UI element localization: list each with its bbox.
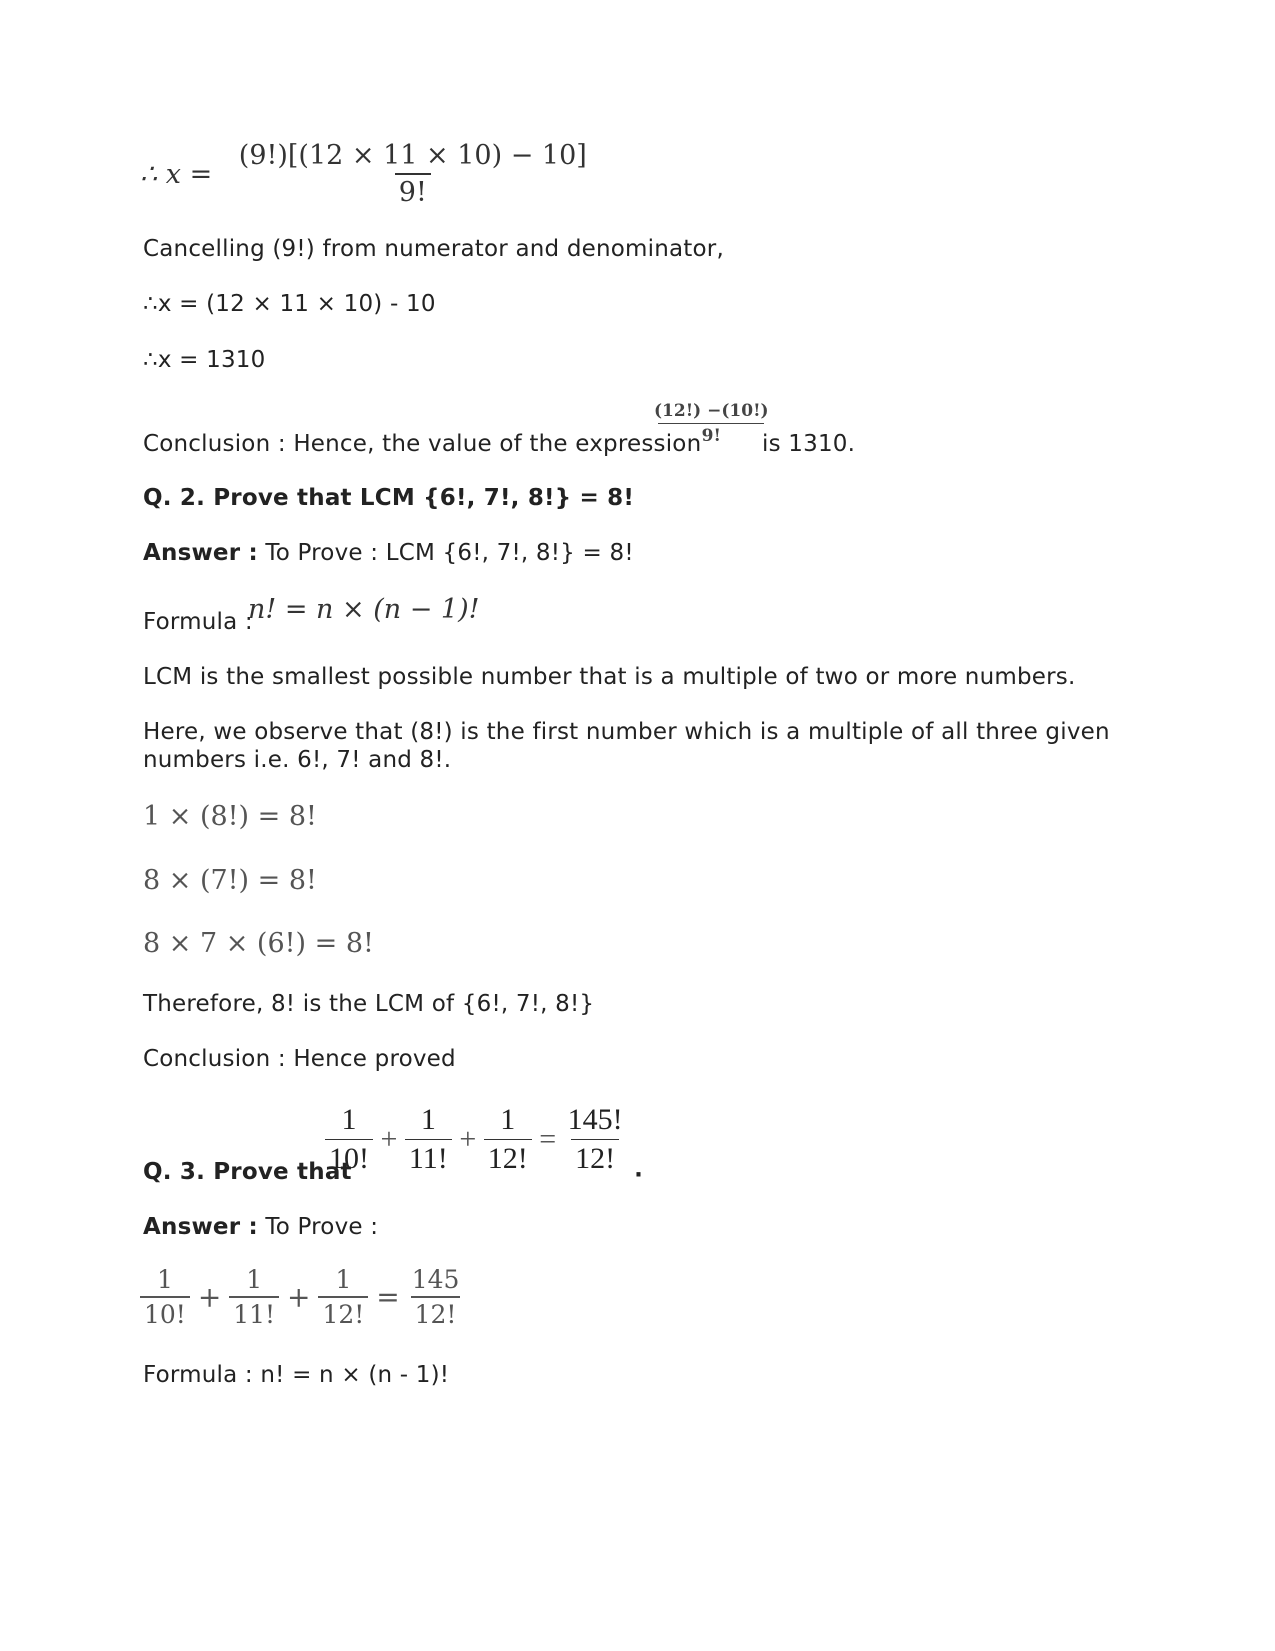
question-3-title: Q. 3. Prove that	[143, 1159, 352, 1185]
question-2-formula-label: Formula :	[143, 609, 253, 635]
answer-text: To Prove : LCM {6!, 7!, 8!} = 8!	[257, 540, 634, 566]
question-3-answer	[143, 1214, 378, 1240]
prove-plus-2: +	[287, 1280, 311, 1314]
lcm-equation-1: 1 × (8!) = 8!	[143, 801, 317, 832]
x-expression-text: ∴x = (12 × 11 × 10) - 10	[143, 291, 436, 317]
question-2-answer	[143, 540, 634, 566]
answer-label: Answer :	[143, 1214, 258, 1240]
answer-text: To Prove :	[257, 1214, 379, 1240]
conclusion-fraction-denominator: 9!	[658, 423, 764, 446]
conclusion-fraction-numerator: (12!) −(10!)	[654, 401, 769, 421]
conclusion-value-text: is 1310.	[762, 431, 856, 457]
equation-numerator: (9!)[(12 × 11 × 10) − 10]	[238, 140, 587, 171]
question-3-statement	[325, 1103, 643, 1182]
prove-fraction-1-numerator: 1	[156, 1265, 173, 1294]
equation-x-fraction	[140, 140, 591, 208]
stmt-period: .	[634, 1156, 643, 1183]
prove-equals: =	[376, 1280, 400, 1314]
question-2-title: Q. 2. Prove that LCM {6!, 7!, 8!} = 8!	[143, 485, 635, 511]
equation-fraction	[235, 140, 591, 208]
stmt-fraction-3-denominator: 12!	[484, 1139, 532, 1176]
prove-plus-1: +	[197, 1280, 222, 1314]
lcm-equation-3: 8 × 7 × (6!) = 8!	[143, 928, 374, 959]
question-3-formula: Formula : n! = n × (n - 1)!	[143, 1362, 450, 1388]
stmt-plus-1: +	[380, 1122, 398, 1156]
stmt-fraction-3-numerator: 1	[500, 1103, 516, 1136]
equation-prefix: ∴ x =	[140, 158, 213, 190]
question-2-formula-math: n! = n × (n − 1)!	[248, 594, 480, 625]
therefore-text: Therefore, 8! is the LCM of {6!, 7!, 8!}	[143, 991, 595, 1017]
answer-label: Answer :	[143, 540, 258, 566]
stmt-rhs-numerator: 145!	[567, 1103, 623, 1136]
prove-fraction-3-numerator: 1	[335, 1265, 352, 1294]
hence-proved-text: Conclusion : Hence proved	[143, 1046, 456, 1072]
prove-fraction-2-denominator: 11!	[229, 1296, 279, 1329]
stmt-fraction-1-denominator: 10!	[325, 1139, 373, 1176]
prove-fraction-1-denominator: 10!	[140, 1296, 190, 1329]
observe-text-line-1: Here, we observe that (8!) is the first number which is a multiple of all three given	[143, 719, 1110, 745]
observe-text-line-2: numbers i.e. 6!, 7! and 8!.	[143, 747, 452, 773]
prove-fraction-2-numerator: 1	[246, 1265, 263, 1294]
equation-denominator: 9!	[395, 173, 431, 208]
prove-rhs-denominator: 12!	[411, 1296, 461, 1329]
stmt-equals: =	[539, 1122, 557, 1156]
stmt-fraction-2-denominator: 11!	[405, 1139, 452, 1176]
stmt-fraction-2-numerator: 1	[420, 1103, 436, 1136]
lcm-equation-2: 8 × (7!) = 8!	[143, 865, 317, 896]
prove-fraction-3-denominator: 12!	[318, 1296, 368, 1329]
lcm-definition-text: LCM is the smallest possible number that is a multiple of two or more numbers.	[143, 664, 1076, 690]
cancel-text: Cancelling (9!) from numerator and denominator,	[143, 236, 724, 262]
stmt-plus-2: +	[459, 1122, 477, 1156]
x-result-text: ∴x = 1310	[143, 347, 266, 373]
prove-rhs-numerator: 145	[411, 1265, 460, 1294]
conclusion-fraction	[650, 401, 773, 446]
stmt-rhs-denominator: 12!	[571, 1139, 619, 1176]
question-3-prove-equation	[140, 1265, 463, 1329]
stmt-fraction-1-numerator: 1	[341, 1103, 357, 1136]
conclusion-expression-text: Conclusion : Hence, the value of the expression	[143, 431, 702, 457]
